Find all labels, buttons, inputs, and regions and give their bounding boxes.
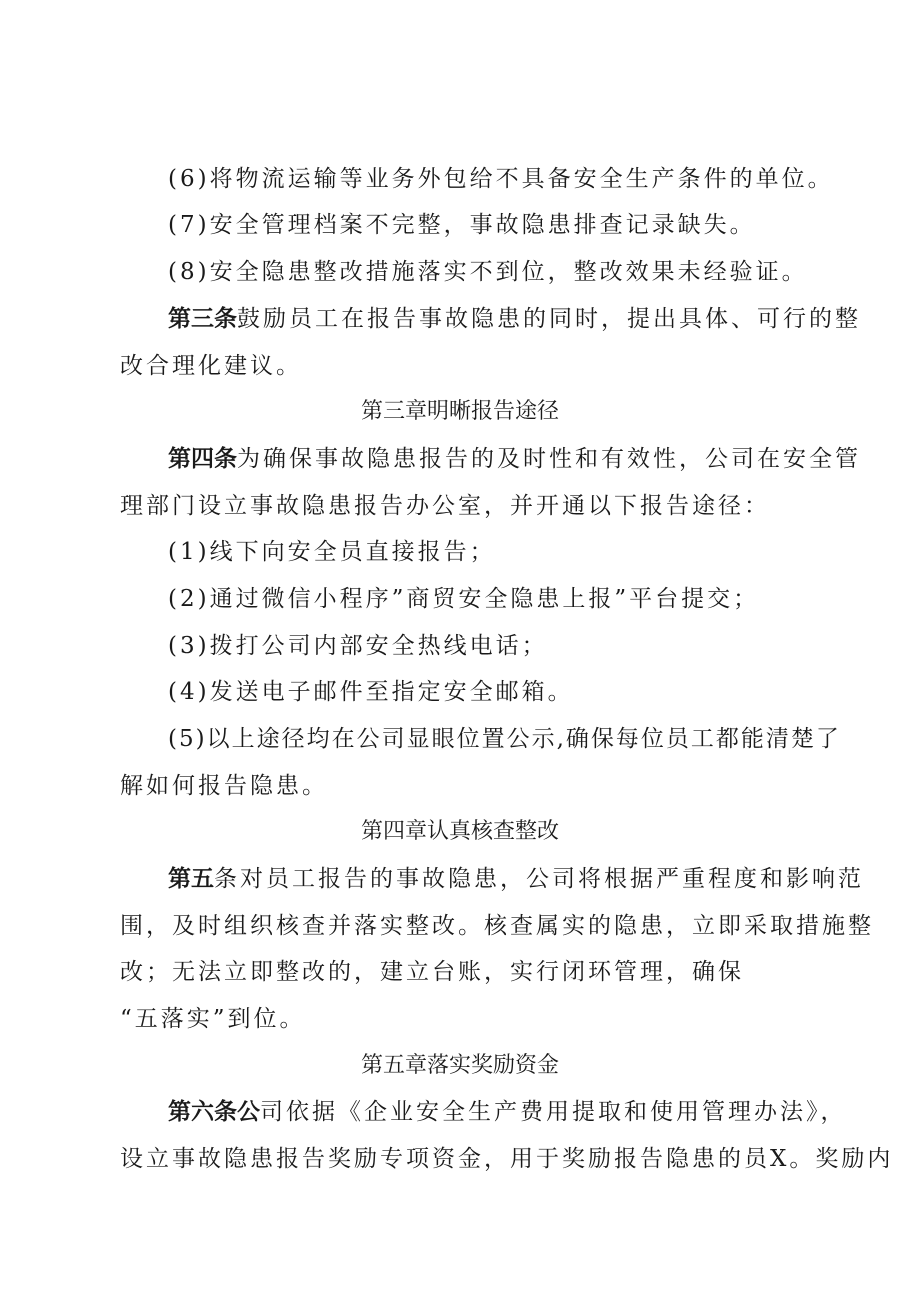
route-item-3: (3)拨打公司内部安全热线电话； [168, 633, 548, 659]
chapter-5-heading: 第五章落实奖励资金 [360, 1053, 559, 1078]
list-item-7: (7)安全管理档案不完整，事故隐患排查记录缺失。 [168, 212, 756, 238]
article-3-text-1: 鼓励员工在报告事故隐患的同时，提出具体、可行的整 [237, 306, 861, 332]
article-5-line-1 [168, 863, 864, 895]
route-item-1: (1)线下向安全员直接报告； [168, 539, 496, 565]
article-3-line-2: 改合理化建议。 [120, 353, 302, 379]
article-4-line-2: 理部门设立事故隐患报告办公室，并开通以下报告途径： [120, 493, 770, 519]
article-3-label: 第三条 [168, 306, 237, 332]
article-4-label: 第四条 [168, 446, 237, 472]
route-item-2: (2)通过微信小程序”商贸安全隐患上报”平台提交； [168, 586, 760, 612]
article-5-line-4: “五落实”到位。 [120, 1006, 306, 1032]
list-item-6: (6)将物流运输等业务外包给不具备安全生产条件的单位。 [168, 166, 834, 192]
article-6-line-1 [168, 1096, 847, 1128]
route-item-5-line-2: 解如何报告隐患。 [120, 773, 328, 799]
article-5-line-2: 围，及时组织核查并落实整改。核查属实的隐患，立即采取措施整 [120, 913, 874, 939]
article-6-label: 第六条公 [168, 1099, 260, 1125]
list-item-8: (8)安全隐患整改措施落实不到位，整改效果未经验证。 [168, 259, 808, 285]
route-item-4: (4)发送电子邮件至指定安全邮箱。 [168, 679, 574, 705]
article-5-text-1: 条对员工报告的事故隐患，公司将根据严重程度和影响范 [214, 866, 864, 892]
article-5-line-3: 改；无法立即整改的，建立台账，实行闭环管理，确保 [120, 959, 744, 985]
article-6-text-1: 司依据《企业安全生产费用提取和使用管理办法》， [260, 1099, 847, 1125]
article-4-text-1: 为确保事故隐患报告的及时性和有效性，公司在安全管 [237, 446, 861, 472]
chapter-4-heading: 第四章认真核查整改 [360, 819, 559, 844]
chapter-3-heading: 第三章明晰报告途径 [360, 399, 559, 424]
article-6-line-2: 设立事故隐患报告奖励专项资金，用于奖励报告隐患的员X。奖励内 [120, 1146, 894, 1172]
article-4-line-1 [168, 443, 861, 475]
route-item-5-line-1: (5)以上途径均在公司显眼位置公示,确保每位员工都能清楚了 [168, 726, 841, 752]
article-5-label: 第五 [168, 866, 214, 892]
article-3-line-1 [168, 303, 861, 335]
